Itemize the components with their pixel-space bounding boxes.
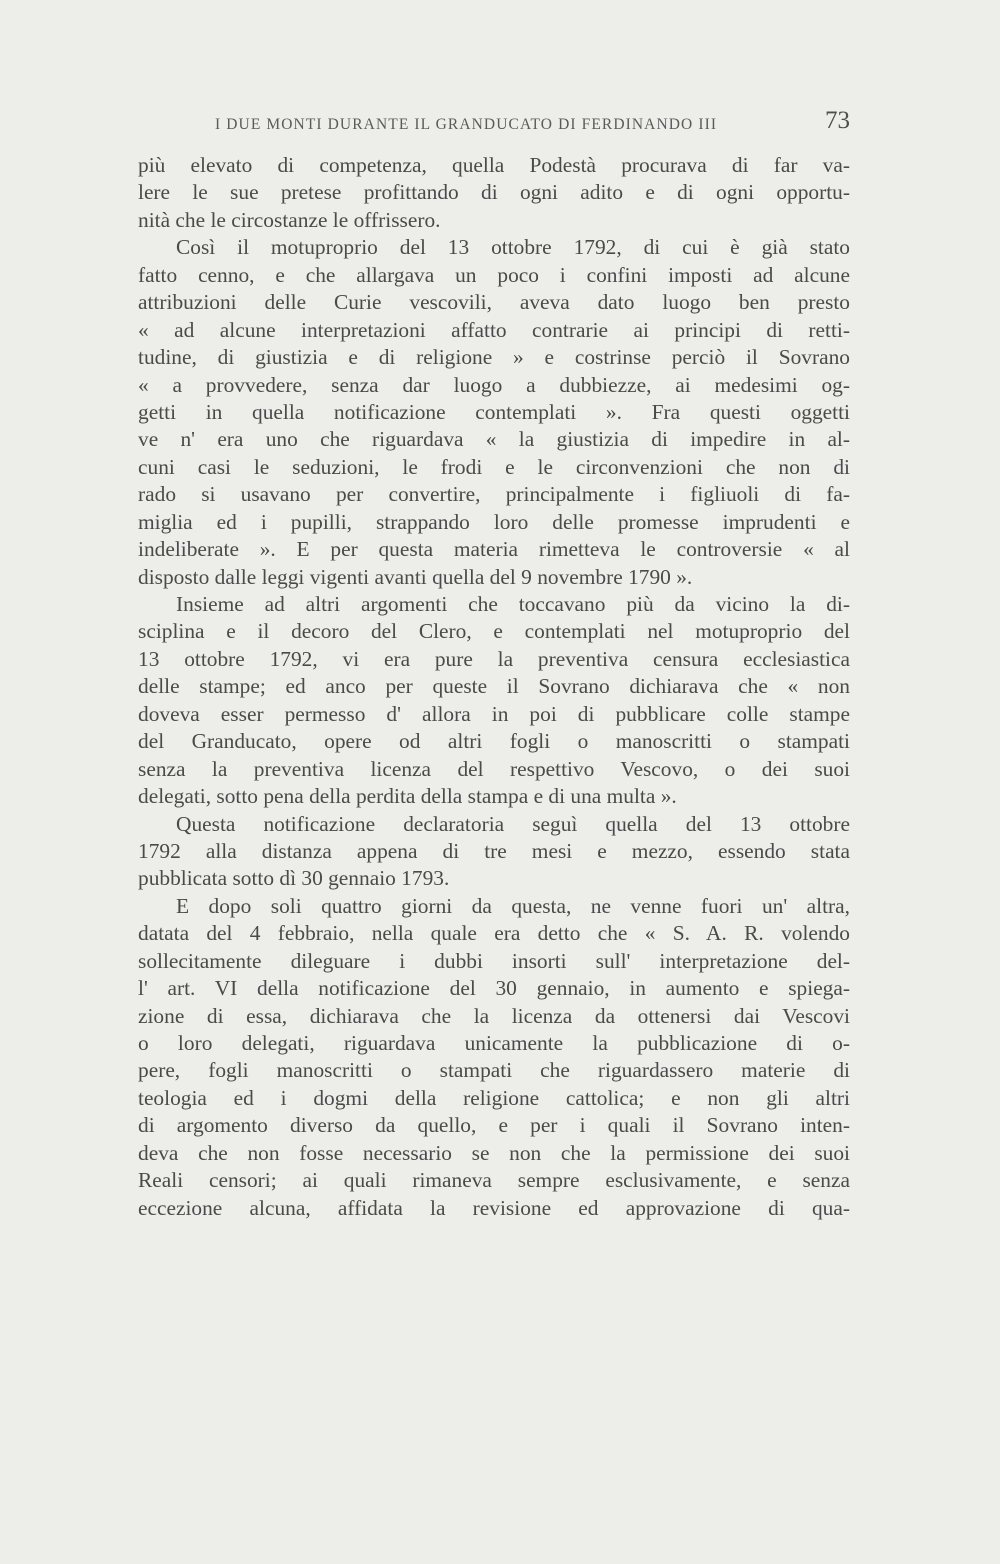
text-line: pere, fogli manoscritti o stampati che riguardassero materie di <box>138 1058 850 1083</box>
text-line: zione di essa, dichiarava che la licenza da ottenersi dai Vescovi <box>138 1003 850 1028</box>
paragraph <box>138 152 850 234</box>
text-line: delle stampe; ed anco per queste il Sovrano dichiarava che « non <box>138 674 850 699</box>
text-line: Insieme ad altri argomenti che toccavano più da vicino la di- <box>176 592 850 616</box>
text-line: E dopo soli quattro giorni da questa, ne venne fuori un' altra, <box>176 893 850 918</box>
text-line: datata del 4 febbraio, nella quale era detto che « S. A. R. volendo <box>138 921 850 946</box>
paragraph <box>138 811 850 893</box>
text-line: miglia ed i pupilli, strappando loro delle promesse imprudenti e <box>138 509 850 534</box>
text-line: ve n' era uno che riguardava « la giustizia di impedire in al- <box>138 427 850 452</box>
text-line: di argomento diverso da quello, e per i quali il Sovrano inten- <box>138 1113 850 1138</box>
text-line: disposto dalle leggi vigenti avanti quella del 9 novembre 1790 ». <box>138 564 693 589</box>
text-line: getti in quella notificazione contemplati ». Fra questi oggetti <box>138 399 850 424</box>
text-line: « ad alcune interpretazioni affatto contrarie ai principi di retti- <box>138 317 850 342</box>
text-line: l' art. VI della notificazione del 30 gennaio, in aumento e spiega- <box>138 976 850 1001</box>
running-title: I DUE MONTI DURANTE IL GRANDUCATO DI FERDINANDO III <box>215 116 718 133</box>
text-line: eccezione alcuna, affidata la revisione ed approvazione di qua- <box>138 1195 850 1220</box>
text-line: lere le sue pretese profittando di ogni adito e di ogni opportu- <box>138 180 850 205</box>
text-line: indeliberate ». E per questa materia rimetteva le controversie « al <box>138 537 850 562</box>
paragraph <box>138 591 850 811</box>
text-line: Questa notificazione declaratoria seguì quella del 13 ottobre <box>176 811 850 836</box>
text-line: pubblicata sotto dì 30 gennaio 1793. <box>138 866 450 891</box>
text-line: doveva esser permesso d' allora in poi di pubblicare colle stampe <box>138 701 850 726</box>
text-line: nità che le circostanze le offrissero. <box>138 207 441 232</box>
text-line: cuni casi le seduzioni, le frodi e le circonvenzioni che non di <box>138 454 850 479</box>
text-line: sollecitamente dileguare i dubbi insorti sull' interpretazione del- <box>138 948 850 973</box>
paragraph <box>138 234 850 591</box>
text-line: Reali censori; ai quali rimaneva sempre esclusivamente, e senza <box>138 1168 850 1193</box>
text-line: deva che non fosse necessario se non che la permissione dei suoi <box>138 1140 850 1165</box>
text-line: del Granducato, opere od altri fogli o manoscritti o stampati <box>138 729 850 754</box>
text-line: 1792 alla distanza appena di tre mesi e mezzo, essendo stata <box>138 838 850 863</box>
text-line: o loro delegati, riguardava unicamente la pubblicazione di o- <box>138 1031 850 1055</box>
body-text <box>138 152 850 1222</box>
text-line: senza la preventiva licenza del respettivo Vescovo, o dei suoi <box>138 756 850 781</box>
text-line: Così il motuproprio del 13 ottobre 1792, di cui è già stato <box>176 235 850 260</box>
text-line: « a provvedere, senza dar luogo a dubbiezze, ai medesimi og- <box>138 372 850 397</box>
text-line: 13 ottobre 1792, vi era pure la preventiva censura ecclesiastica <box>138 646 850 671</box>
text-line: tudine, di giustizia e di religione » e costrinse perciò il Sovrano <box>138 345 850 370</box>
paragraph <box>138 893 850 1222</box>
text-line: sciplina e il decoro del Clero, e contemplati nel motuproprio del <box>138 619 850 644</box>
text-line: teologia ed i dogmi della religione cattolica; e non gli altri <box>138 1085 850 1110</box>
page-number: 73 <box>825 107 850 134</box>
text-line: attribuzioni delle Curie vescovili, aveva dato luogo ben presto <box>138 290 850 315</box>
text-line: fatto cenno, e che allargava un poco i confini imposti ad alcune <box>138 262 850 287</box>
text-line: delegati, sotto pena della perdita della stampa e di una multa ». <box>138 784 677 809</box>
text-line: più elevato di competenza, quella Podestà procurava di far va- <box>138 153 850 177</box>
text-line: rado si usavano per convertire, principalmente i figliuoli di fa- <box>138 482 850 507</box>
